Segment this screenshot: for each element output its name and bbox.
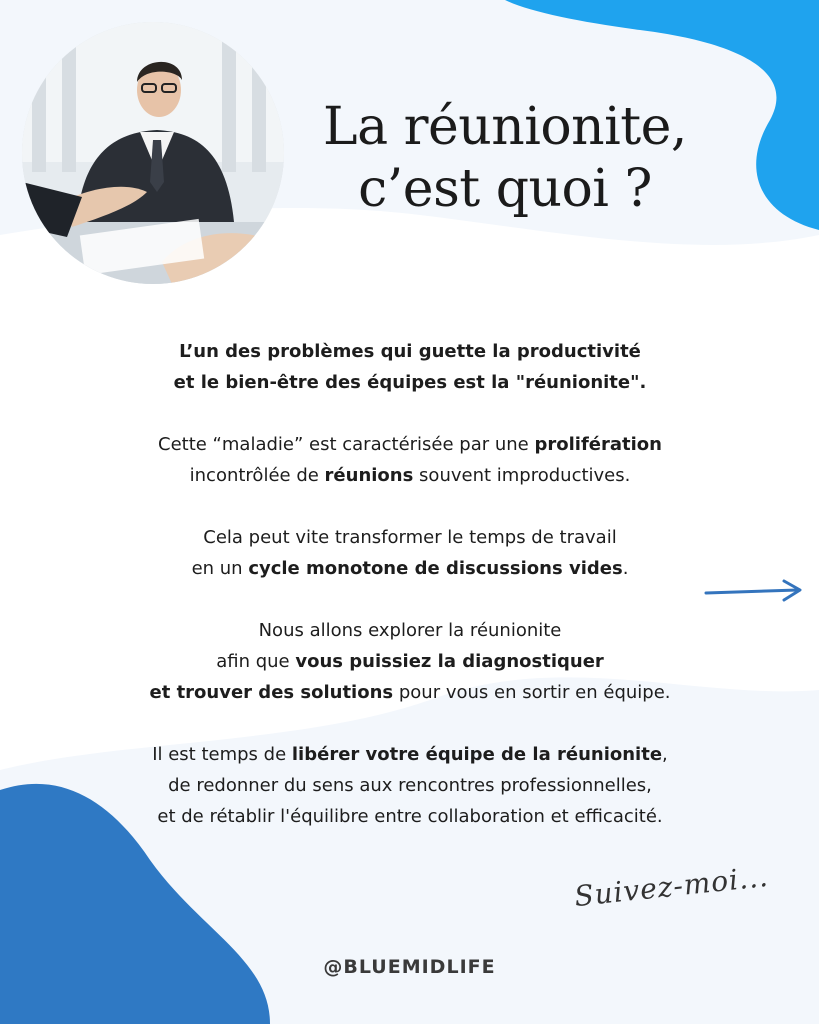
paragraph-3 — [60, 522, 760, 584]
paragraph-text: Nous allons explorer la réunionite — [258, 620, 562, 641]
emphasis-text: et trouver des solutions — [149, 682, 394, 703]
paragraph-text: afin que — [216, 651, 296, 672]
emphasis-text: cycle monotone de discussions vides — [248, 558, 623, 579]
emphasis-text: réunions — [324, 465, 414, 486]
paragraph-text: incontrôlée de — [189, 465, 325, 486]
follow-me-text: Suivez-moi... — [572, 859, 771, 914]
emphasis-text: vous puissiez la diagnostiquer — [295, 651, 604, 672]
arrow-right-icon[interactable] — [704, 578, 804, 604]
businessman-illustration — [22, 22, 284, 284]
profile-photo — [22, 22, 284, 284]
paragraph-text: . — [622, 558, 629, 579]
emphasis-text: libérer votre équipe de la réunionite — [291, 744, 663, 765]
paragraph-text: en un — [191, 558, 249, 579]
paragraph-text: Cette “maladie” est caractérisée par une — [158, 434, 535, 455]
paragraph-text: et de rétablir l'équilibre entre collaboration et efficacité. — [157, 806, 663, 827]
emphasis-text: prolifération — [534, 434, 662, 455]
paragraph-text: pour vous en sortir en équipe. — [393, 682, 671, 703]
paragraph-text: de redonner du sens aux rencontres professionnelles, — [168, 775, 652, 796]
paragraph-text: , — [662, 744, 668, 765]
emphasis-text: L’un des problèmes qui guette la productivité — [179, 341, 641, 362]
paragraph-5 — [60, 739, 760, 832]
paragraph-text: souvent improductives. — [413, 465, 631, 486]
page-title — [290, 96, 720, 220]
body-text — [60, 336, 760, 863]
paragraph-text: Il est temps de — [152, 744, 292, 765]
title-line-2: c’est quoi ? — [358, 159, 652, 219]
paragraph-4 — [60, 615, 760, 708]
title-line-1: La réunionite, — [323, 97, 687, 157]
paragraph-2 — [60, 429, 760, 491]
paragraph-1 — [60, 336, 760, 398]
account-handle[interactable]: @BLUEMIDLIFE — [323, 956, 496, 978]
paragraph-text: Cela peut vite transformer le temps de travail — [203, 527, 617, 548]
emphasis-text: et le bien-être des équipes est la "réunionite". — [173, 372, 647, 393]
